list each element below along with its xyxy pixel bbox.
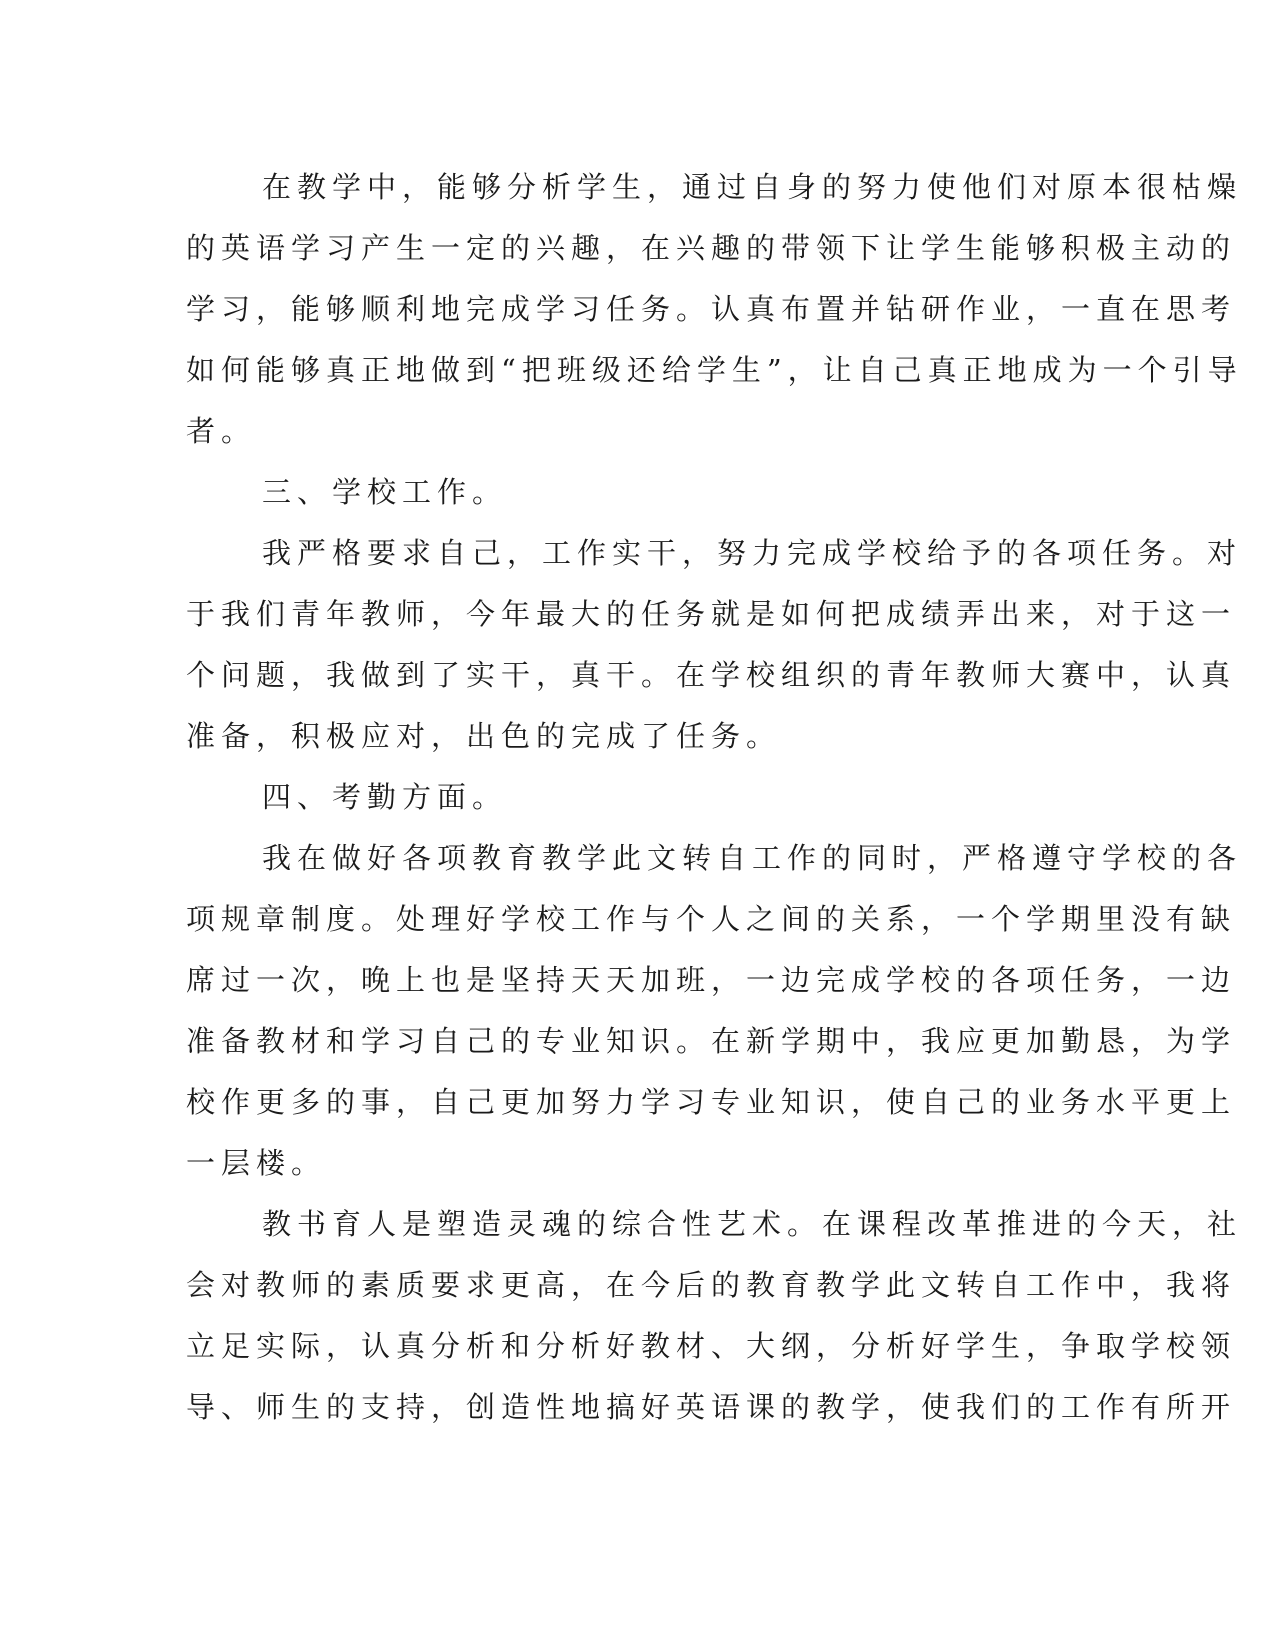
text-line: 我严格要求自己，工作实干，努力完成学校给予的各项任务。对 [262, 536, 1243, 570]
text-line: 导、师生的支持，创造性地搞好英语课的教学，使我们的工作有所开 [186, 1390, 1237, 1424]
text-line: 我在做好各项教育教学此文转自工作的同时，严格遵守学校的各 [262, 841, 1243, 875]
document-body [186, 157, 1243, 1438]
text-line: 在教学中，能够分析学生，通过自身的努力使他们对原本很枯燥 [262, 170, 1243, 204]
section-heading: 三、学校工作。 [262, 475, 508, 509]
text-line: 如何能够真正地做到“把班级还给学生”，让自己真正地成为一个引导 [186, 353, 1243, 387]
text-line: 教书育人是塑造灵魂的综合性艺术。在课程改革推进的今天，社 [262, 1207, 1243, 1241]
text-line: 立足实际，认真分析和分析好教材、大纲，分析好学生，争取学校领 [186, 1329, 1237, 1363]
text-line: 于我们青年教师，今年最大的任务就是如何把成绩弄出来，对于这一 [186, 597, 1237, 631]
section-heading: 四、考勤方面。 [262, 780, 508, 814]
text-line: 个问题，我做到了实干，真干。在学校组织的青年教师大赛中，认真 [186, 658, 1237, 692]
text-line: 准备教材和学习自己的专业知识。在新学期中，我应更加勤恳，为学 [186, 1024, 1237, 1058]
text-line: 的英语学习产生一定的兴趣，在兴趣的带领下让学生能够积极主动的 [186, 231, 1237, 265]
text-line: 席过一次，晚上也是坚持天天加班，一边完成学校的各项任务，一边 [186, 963, 1237, 997]
text-line: 一层楼。 [186, 1146, 327, 1180]
text-line: 项规章制度。处理好学校工作与个人之间的关系，一个学期里没有缺 [186, 902, 1237, 936]
text-line: 准备，积极应对，出色的完成了任务。 [186, 719, 782, 753]
text-line: 学习，能够顺利地完成学习任务。认真布置并钻研作业，一直在思考 [186, 292, 1237, 326]
text-line: 校作更多的事，自己更加努力学习专业知识，使自己的业务水平更上 [186, 1085, 1237, 1119]
text-line: 会对教师的素质要求更高，在今后的教育教学此文转自工作中，我将 [186, 1268, 1237, 1302]
text-line: 者。 [186, 414, 257, 448]
